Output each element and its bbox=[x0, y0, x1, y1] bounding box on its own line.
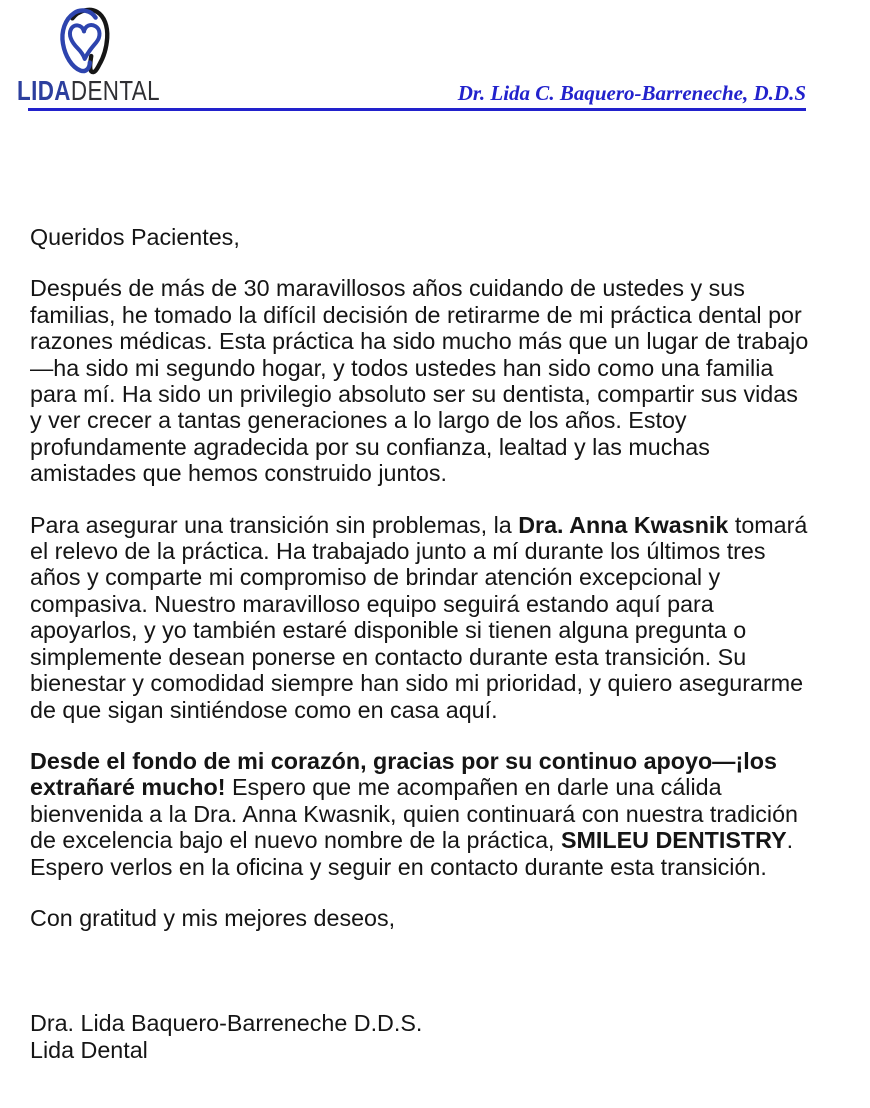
paragraph-thanks bbox=[30, 748, 809, 880]
paragraph-retirement bbox=[30, 275, 809, 486]
signature-name: Dra. Lida Baquero-Barreneche D.D.S. bbox=[30, 1010, 423, 1037]
signature-block bbox=[30, 1010, 809, 1064]
salutation: Queridos Pacientes, bbox=[30, 224, 240, 250]
signature-company: Lida Dental bbox=[30, 1037, 148, 1064]
bold-text-run: SMILEU DENTISTRY bbox=[560, 827, 787, 854]
doctor-name: Dr. Lida C. Baquero-Barreneche, D.D.S bbox=[457, 81, 806, 105]
logo-text-lida: LIDA bbox=[17, 75, 71, 106]
text-run: Después de más de 30 maravillosos años cuidando de ustedes y sus familias, he tomado la difícil decisión de retirarme de mi práctica dental por razones médicas. Esta práctica ha sido mucho más que un lugar de trabajo—ha sido mi segundo hogar, y todos ustedes han sido como una familia para mí. Ha sido un privilegio absoluto ser su dentista, compartir sus vidas y ver crecer a tantas generaciones a lo largo de los años. Estoy profundamente agradecida por su confianza, lealtad y las muchas amistades que hemos construido juntos. bbox=[30, 275, 809, 487]
bold-text-run: Dra. Anna Kwasnik bbox=[518, 511, 729, 538]
text-run: . Espero verlos en la oficina y seguir en contacto durante esta transición. bbox=[30, 827, 794, 880]
paragraph-transition bbox=[30, 512, 809, 723]
bold-text-run: Desde el fondo de mi corazón, gracias por su continuo apoyo—¡los extrañaré mucho! bbox=[30, 747, 777, 801]
header-rule bbox=[28, 81, 806, 111]
text-run: Espero que me acompañen en darle una cálida bienvenida a la Dra. Anna Kwasnik, quien continuará con nuestra tradición de excelencia bajo el nuevo nombre de la práctica, bbox=[30, 774, 798, 854]
closing-line: Con gratitud y mis mejores deseos, bbox=[30, 904, 396, 931]
text-run: tomará el relevo de la práctica. Ha trabajado junto a mí durante los últimos tres años y comparte mi compromiso de brindar atención excepcional y compasiva. Nuestro maravilloso equipo seguirá estando aquí para apoyarlos, y yo también estaré disponible si tienen alguna pregunta o simplemente desean ponerse en contacto durante esta transición. Su bienestar y comodidad siempre han sido mi prioridad, y quiero asegurarme de que sigan sintiéndose como en casa aquí. bbox=[30, 511, 808, 723]
logo-text-dental: DENTAL bbox=[70, 75, 160, 106]
tooth-heart-icon bbox=[55, 6, 113, 80]
letter-body bbox=[30, 224, 809, 1064]
text-run: Para asegurar una transición sin problemas, la bbox=[30, 511, 519, 538]
